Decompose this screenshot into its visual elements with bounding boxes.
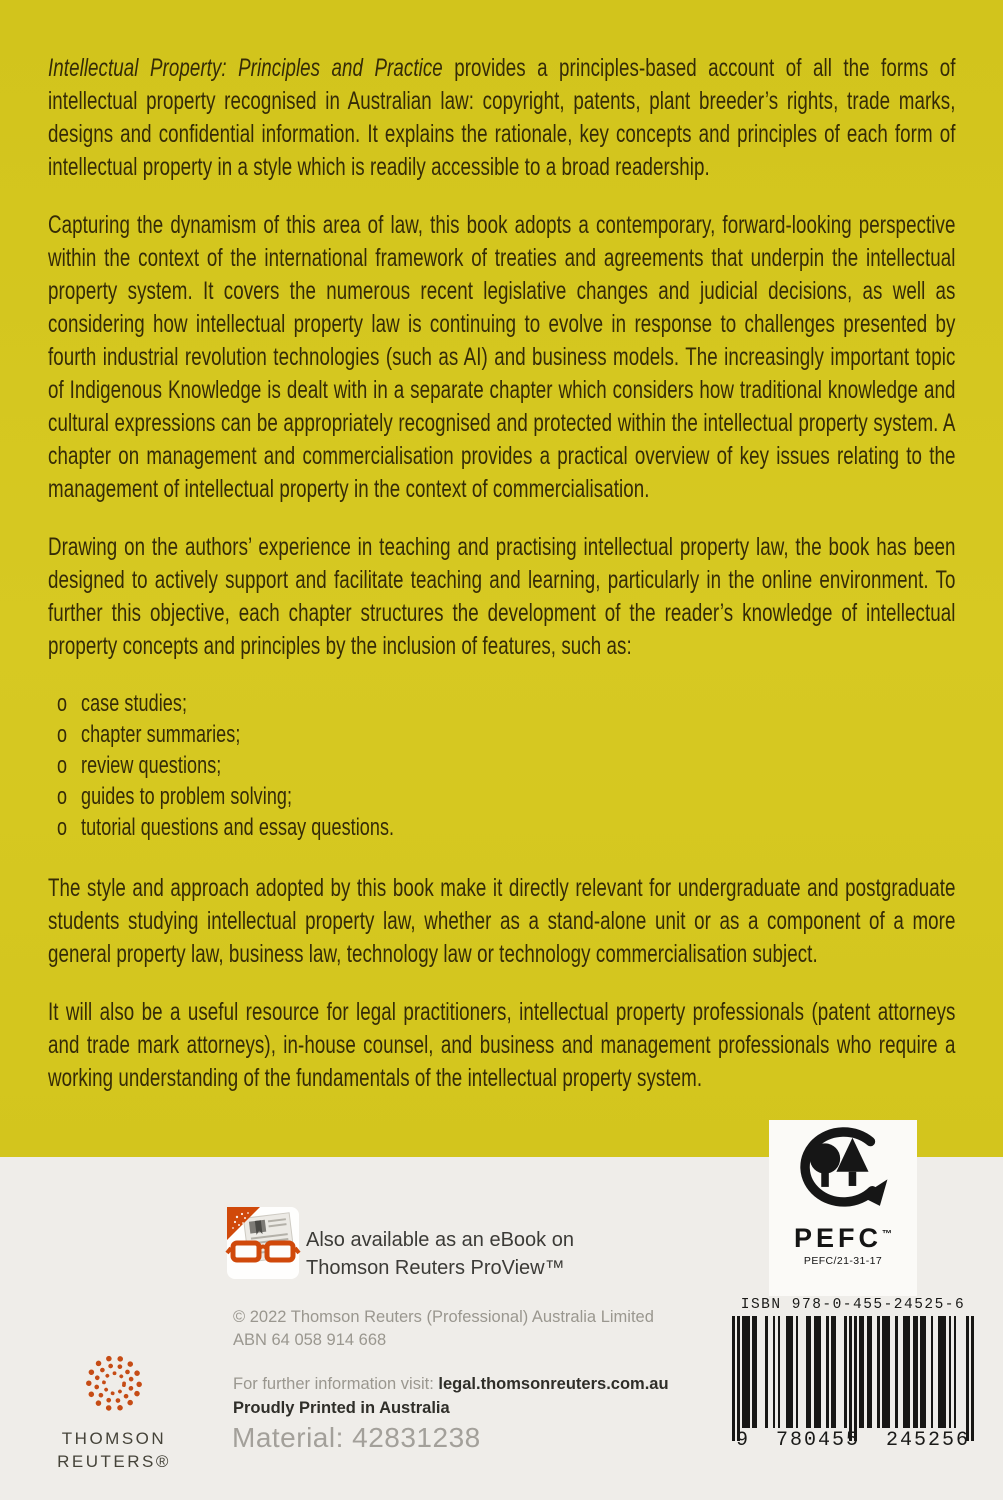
barcode-bars [720,1316,986,1442]
thomson-reuters-logo [44,1348,184,1473]
info-block [233,1372,669,1420]
barcode-section [720,1297,986,1452]
bullet-marker: o [57,783,68,810]
bullet-text: case studies; [81,690,188,717]
bullet-item [57,812,956,843]
paragraph-audience-professionals: It will also be a useful resource for legal practitioners, intellectual property professionals (patent attorneys and trade mark attorneys), in-house counsel, and business and management professionals who require a working understanding of the fundamentals of the intellectual property system. [48,998,956,1092]
pefc-logo-icon [791,1120,895,1216]
thomson-reuters-wordmark [44,1427,184,1473]
printed-text: Proudly Printed in Australia [233,1399,450,1417]
paragraph-dynamism: Capturing the dynamism of this area of law, this book adopts a contemporary, forward-looking perspective within the context of the international framework of treaties and agreements that underpin the intellectual property system. It covers the numerous recent legislative changes and judicial decisions, as well as considering how intellectual property law is continuing to evolve in response to challenges presented by fourth industrial revolution technologies (such as AI) and business models. The increasingly important topic of Indigenous Knowledge is dealt with in a separate chapter which considers how traditional knowledge and cultural expressions can be appropriately recognised and protected within the intellectual property system. A chapter on management and commercialisation provides a practical overview of key issues relating to the management of intellectual property in the context of commercialisation. [48,211,956,503]
pefc-trademark: ™ [882,1229,892,1240]
bullet-text: tutorial questions and essay questions. [81,814,395,841]
bullet-marker: o [57,721,68,748]
paragraph-teaching: Drawing on the authors’ experience in teaching and practising intellectual property law, the book has been designed to actively support and facilitate teaching and learning, particularly in the online environment. To further this objective, each chapter structures the development of the reader’s knowledge of intellectual property concepts and principles by the inclusion of features, such as: [48,533,956,660]
barcode-digits: 9 780455 245256 [735,1429,971,1452]
kinesis-dots-icon [72,1348,156,1422]
material-number: Material: 42831238 [232,1422,481,1453]
pefc-name: PEFC [793,1223,882,1253]
bullet-text: chapter summaries; [81,721,241,748]
bullet-text: guides to problem solving; [81,783,293,810]
bullet-marker: o [57,690,68,717]
book-title-italic: Intellectual Property: Principles and Practice [48,54,443,82]
copyright-text: © 2022 Thomson Reuters (Professional) Australia Limited [233,1308,654,1326]
features-bullet-list [48,688,956,843]
isbn-label: ISBN 978-0-455-24525-6 [740,1297,966,1313]
paragraph-overview [48,52,956,184]
abn-text: ABN 64 058 914 668 [233,1331,387,1349]
wordmark-line1: THOMSON [61,1429,167,1448]
pefc-code: PEFC/21-31-17 [803,1255,883,1267]
bullet-marker: o [57,752,68,779]
ebook-availability-text [306,1226,574,1282]
bullet-text: review questions; [81,752,222,779]
info-url: legal.thomsonreuters.com.au [438,1375,669,1393]
bullet-item [57,719,956,750]
pefc-certification-box [769,1120,917,1296]
wordmark-line2: REUTERS® [57,1452,171,1471]
bullet-marker: o [57,814,68,841]
cover-blurb [48,52,956,1120]
info-text: For further information visit: [233,1375,439,1393]
bullet-item [57,688,956,719]
pefc-wordmark [769,1223,917,1254]
ebook-line1: Also available as an eBook on [306,1229,574,1251]
paragraph-overview-text: provides a principles-based account of all the forms of intellectual property recognised in Australian law: copyright, patents, plant breeder’s rights, trade marks, designs and confidential information. It explains the rationale, key concepts and principles of each form of intellectual property in a style which is readily accessible to a broad readership. [48,54,956,181]
ebook-line2: Thomson Reuters ProView™ [306,1257,565,1279]
copyright-block [233,1306,654,1352]
bullet-item [57,750,956,781]
proview-ebook-icon [224,1204,302,1282]
info-line [233,1372,669,1396]
bullet-item [57,781,956,812]
paragraph-audience-students: The style and approach adopted by this book make it directly relevant for undergraduate and postgraduate students studying intellectual property law, whether as a stand-alone unit or as a component of a more general property law, business law, technology law or technology commercialisation subject. [48,874,956,968]
